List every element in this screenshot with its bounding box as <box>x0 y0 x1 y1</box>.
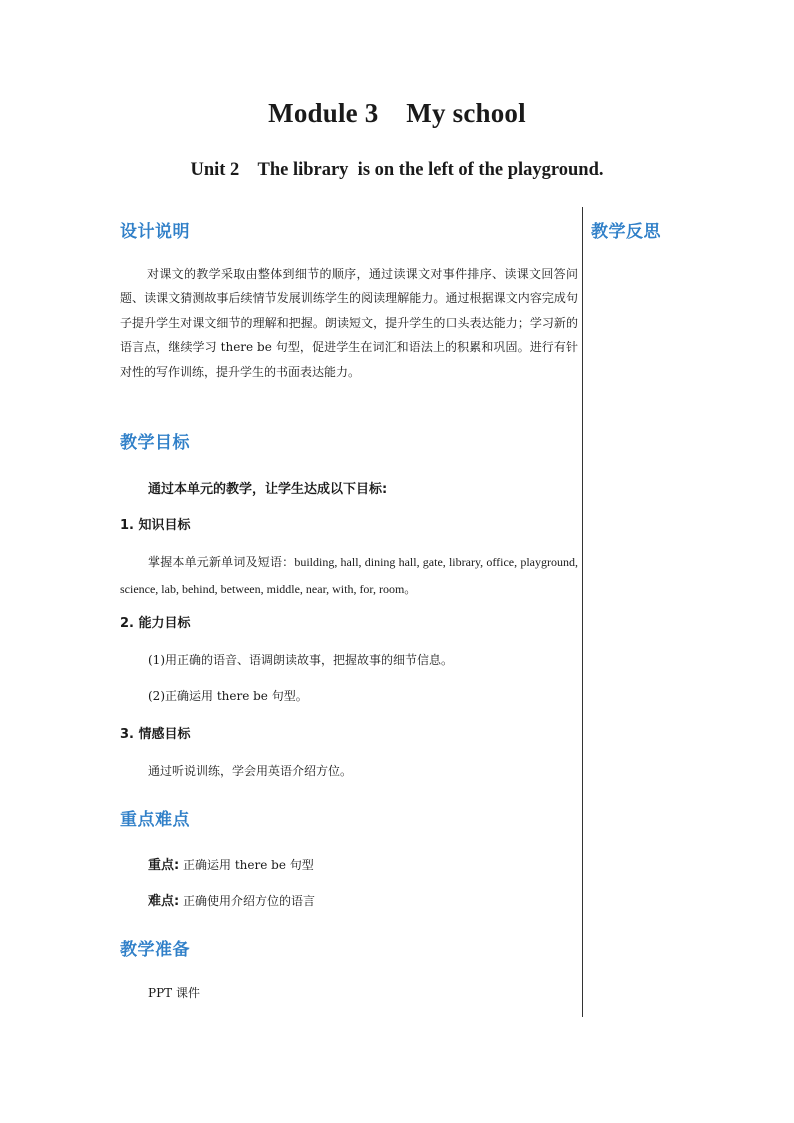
preparation-text: PPT 课件 <box>148 986 200 1000</box>
ability-item-1: (1)用正确的语音、语调朗读故事，把握故事的细节信息。 <box>148 653 454 667</box>
difficult-point-label: 难点: <box>148 894 180 909</box>
design-heading: 设计说明 <box>120 222 190 242</box>
key-point-text: 正确运用 there be 句型 <box>183 858 314 872</box>
unit-title: Unit 2 The library is on the left of the playground. <box>190 160 604 180</box>
reflection-heading: 教学反思 <box>591 222 661 242</box>
knowledge-text <box>120 549 578 603</box>
knowledge-words: building, hall, dining hall, gate, library, office, playground, science, lab, behind, between, middle, near, with, for, room。 <box>120 555 578 596</box>
difficult-point-row <box>148 890 315 909</box>
preparation-heading: 教学准备 <box>120 940 190 960</box>
emotion-heading: 3. 情感目标 <box>120 727 191 742</box>
objectives-heading: 教学目标 <box>120 433 190 453</box>
knowledge-heading: 1. 知识目标 <box>120 518 191 533</box>
page-title: Module 3 My school <box>268 98 526 128</box>
ability-item-2: (2)正确运用 there be 句型。 <box>148 689 308 703</box>
ability-heading: 2. 能力目标 <box>120 616 191 631</box>
difficult-point-text: 正确使用介绍方位的语言 <box>183 894 316 908</box>
design-paragraph: 对课文的教学采取由整体到细节的顺序，通过读课文对事件排序、读课文回答问题、读课文猜测故事后续情节发展训练学生的阅读理解能力。通过根据课文内容完成句子提升学生对课文细节的理解和把握。朗读短文，提升学生的口头表达能力；学习新的语言点，继续学习 there be 句型，促进学生在词汇和语法上的积累和巩固。进行有针对性的写作训练，提升学生的书面表达能力。 <box>120 267 578 379</box>
key-points-heading: 重点难点 <box>120 810 190 830</box>
emotion-text: 通过听说训练，学会用英语介绍方位。 <box>148 764 353 778</box>
knowledge-label: 掌握本单元新单词及短语： <box>148 555 295 569</box>
column-divider <box>582 207 583 1017</box>
key-point-label: 重点: <box>148 858 180 873</box>
objectives-intro: 通过本单元的教学，让学生达成以下目标: <box>148 482 388 497</box>
key-point-row <box>148 854 314 873</box>
